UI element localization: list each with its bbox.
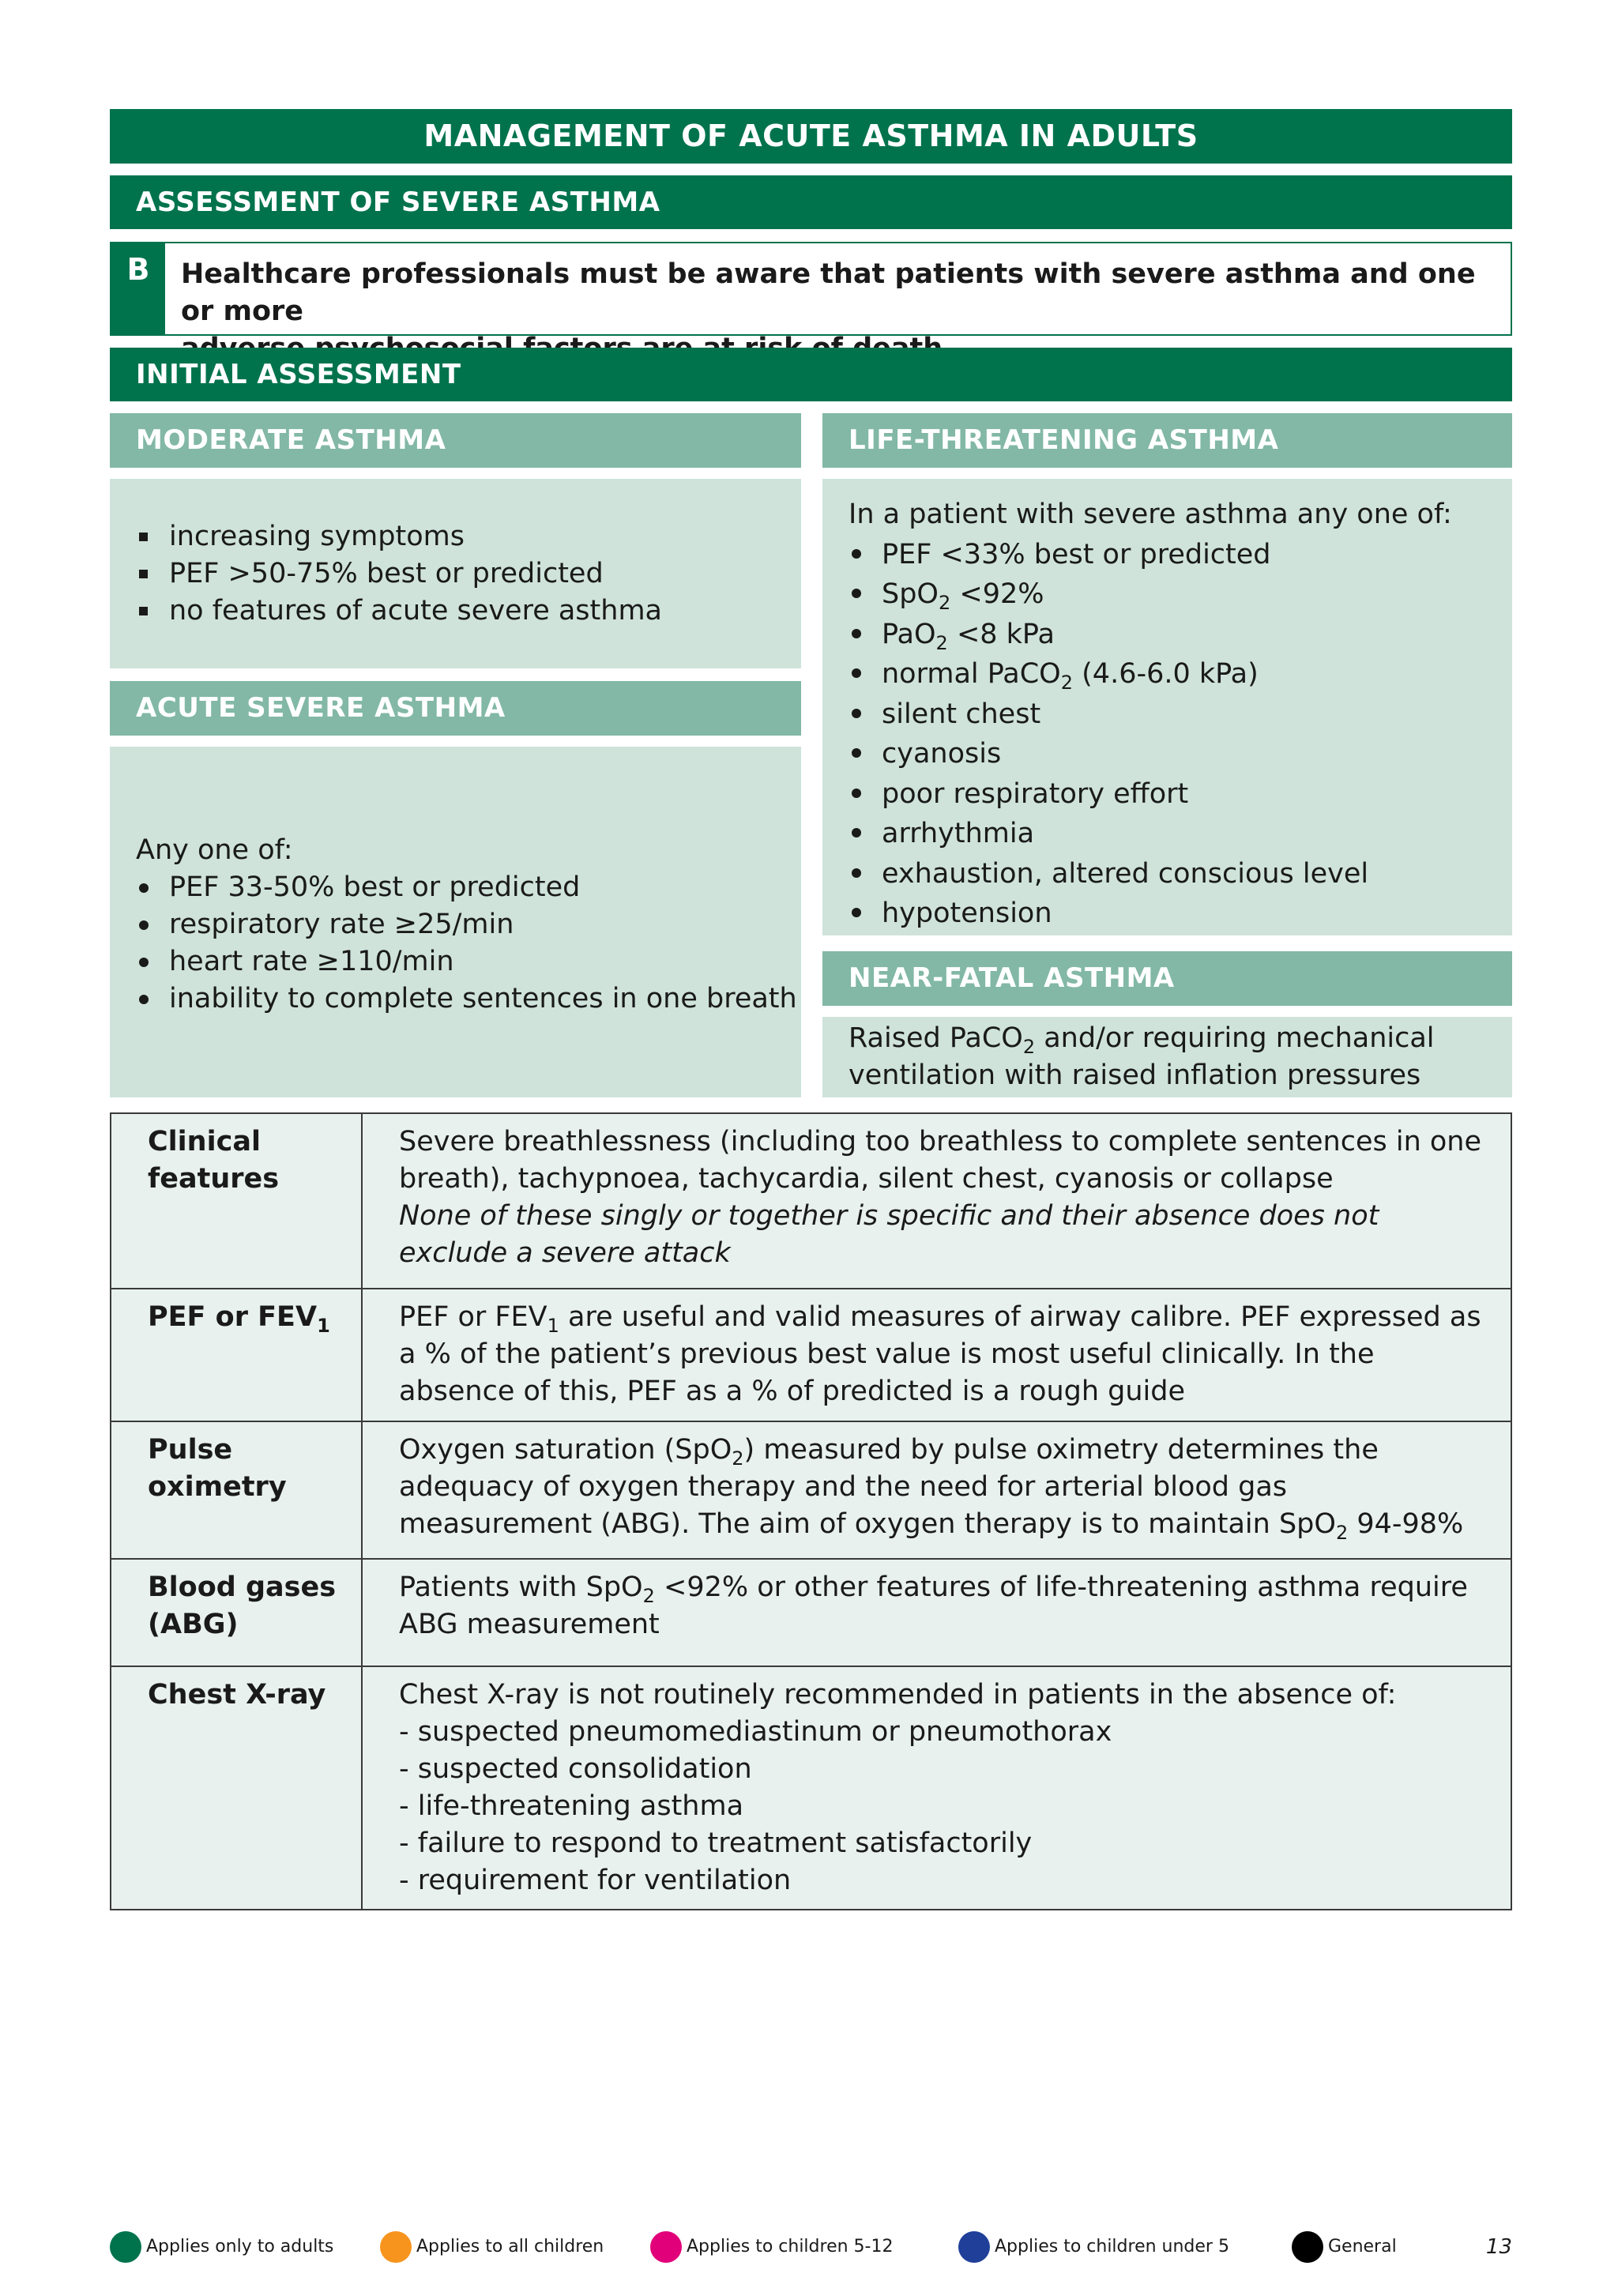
table-row — [111, 1559, 1511, 1666]
recommendation-line-1: Healthcare professionals must be aware that patients with severe asthma and one or more — [181, 258, 1476, 327]
list-item: PaO$_2$ <8 kPa — [849, 615, 1496, 655]
page-title: MANAGEMENT OF ACUTE ASTHMA IN ADULTS — [110, 109, 1512, 164]
list-item: arrhythmia — [849, 814, 1496, 854]
section-heading-initial: INITIAL ASSESSMENT — [110, 348, 1512, 401]
legend-general: General — [1292, 2230, 1397, 2264]
moderate-list — [136, 518, 785, 630]
moderate-heading: MODERATE ASTHMA — [110, 413, 801, 468]
list-item: silent chest — [849, 694, 1496, 735]
life-threatening-intro: In a patient with severe asthma any one of: — [849, 499, 1452, 530]
table-row — [111, 1289, 1511, 1421]
near-fatal-line-1: Raised PaCO$_2$ and/or requiring mechanical — [849, 1022, 1435, 1058]
list-item: - suspected pneumomediastinum or pneumothorax — [399, 1716, 1112, 1748]
section-heading-assessment: ASSESSMENT OF SEVERE ASTHMA — [110, 175, 1512, 229]
life-threatening-heading: LIFE-THREATENING ASTHMA — [822, 413, 1512, 468]
legend-children-5-12: Applies to children 5-12 — [650, 2230, 893, 2264]
acute-severe-panel — [110, 747, 801, 1097]
orange-dot-icon — [380, 2231, 412, 2263]
list-item: inability to complete sentences in one breath — [136, 981, 785, 1018]
row-label: Clinical features — [111, 1113, 362, 1289]
near-fatal-panel — [822, 1017, 1512, 1097]
row-description: PEF or $FEV_1$ are useful and valid measures of airway calibre. PEF expressed as a % of the patient’s previous best value is most useful clinically. In the absence of this, PEF as a % of predicted is a rough guide — [362, 1289, 1511, 1421]
grade-badge: B — [111, 243, 165, 334]
life-threatening-panel — [822, 479, 1512, 935]
table-row — [111, 1113, 1511, 1289]
list-item: - suspected consolidation — [399, 1753, 752, 1785]
list-item: increasing symptoms — [136, 518, 785, 555]
list-item: cyanosis — [849, 734, 1496, 774]
list-item: SpO$_2$ <92% — [849, 574, 1496, 615]
list-item: hypotension — [849, 894, 1496, 934]
list-item: exhaustion, altered conscious level — [849, 854, 1496, 894]
list-item: PEF >50-75% best or predicted — [136, 555, 785, 593]
row-description: Oxygen saturation (SpO$_2$) measured by pulse oximetry determines the adequacy of oxygen therapy and the need for arterial blood gas measurement (ABG). The aim of oxygen therapy is to maintain SpO$_2$ 94-98% — [362, 1421, 1511, 1559]
row-label: Chest X-ray — [111, 1666, 362, 1910]
magenta-dot-icon — [650, 2231, 682, 2263]
list-item: PEF 33-50% best or predicted — [136, 869, 785, 906]
list-item: normal PaCO$_2$ (4.6-6.0 kPa) — [849, 654, 1496, 694]
legend-all-children: Applies to all children — [380, 2230, 604, 2264]
legend-children-under-5: Applies to children under 5 — [958, 2230, 1229, 2264]
page-number: 13 — [1485, 2235, 1512, 2259]
row-description: Chest X-ray is not routinely recommended in patients in the absence of: - suspected pneumomediastinum or pneumothorax - suspected consolidation - life-threatening asthma - failure to respond to treatment satisfactorily - requirement for ventilation — [362, 1666, 1511, 1910]
list-item: heart rate ≥110/min — [136, 943, 785, 981]
list-item: respiratory rate ≥25/min — [136, 906, 785, 943]
row-description: Patients with SpO$_2$ <92% or other features of life-threatening asthma require ABG measurement — [362, 1559, 1511, 1666]
legend-footer — [110, 2230, 1512, 2264]
table-row — [111, 1666, 1511, 1910]
table-row — [111, 1421, 1511, 1559]
near-fatal-heading: NEAR-FATAL ASTHMA — [822, 951, 1512, 1006]
black-dot-icon — [1292, 2231, 1323, 2263]
blue-dot-icon — [958, 2231, 990, 2263]
list-item: poor respiratory effort — [849, 774, 1496, 815]
list-item: PEF <33% best or predicted — [849, 535, 1496, 575]
green-dot-icon — [110, 2231, 141, 2263]
legend-adults: Applies only to adults — [110, 2230, 333, 2264]
list-item: - failure to respond to treatment satisfactorily — [399, 1827, 1033, 1859]
life-threatening-list — [849, 535, 1496, 934]
row-description: Severe breathlessness (including too breathless to complete sentences in one breath), tachypnoea, tachycardia, silent chest, cyanosis or collapse None of these singly or together is specific and their absence does not exclude a severe attack — [362, 1113, 1511, 1289]
recommendation-box — [110, 242, 1512, 336]
acute-severe-intro: Any one of: — [136, 834, 293, 866]
features-table — [110, 1112, 1512, 1910]
acute-severe-list — [136, 869, 797, 1018]
row-label: Blood gases (ABG) — [111, 1559, 362, 1666]
row-label: Pulse oximetry — [111, 1421, 362, 1559]
list-item: - requirement for ventilation — [399, 1865, 792, 1896]
list-item: no features of acute severe asthma — [136, 593, 785, 630]
moderate-panel — [110, 479, 801, 668]
row-label: PEF or $FEV_1$ — [111, 1289, 362, 1421]
acute-severe-heading: ACUTE SEVERE ASTHMA — [110, 681, 801, 736]
near-fatal-line-2: ventilation with raised inflation pressures — [849, 1060, 1421, 1091]
list-item: - life-threatening asthma — [399, 1790, 744, 1822]
